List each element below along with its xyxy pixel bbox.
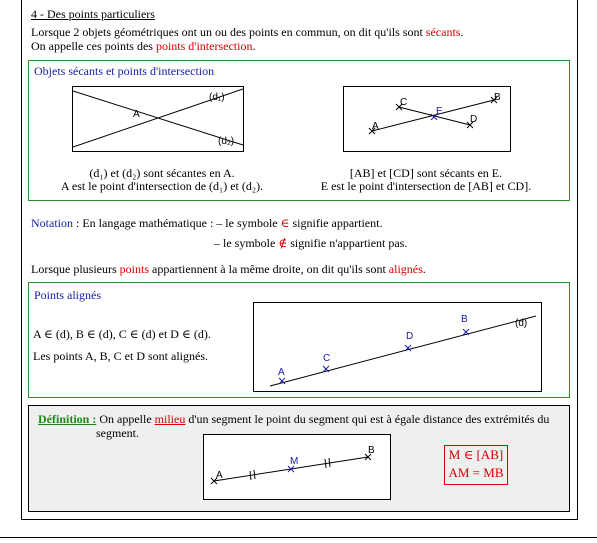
label-d1: (d₁)	[209, 92, 225, 103]
aligned-points-svg	[254, 303, 541, 391]
label-M: M	[290, 456, 299, 467]
caption-secant-segments: [AB] et [CD] sont sécants en E. E est le point d'intersection de [AB] et CD].	[320, 166, 532, 193]
secants-term: sécants	[425, 25, 461, 39]
label-E: E	[436, 106, 443, 117]
notation-line-2: – le symbole ∉ signifie n'appartient pas.	[214, 236, 408, 250]
symbol-belongs: ∈	[280, 216, 290, 230]
midpoint-formula	[444, 445, 508, 485]
line-d	[270, 316, 536, 386]
label-d2: (d₂)	[218, 136, 235, 147]
midpoint-svg	[204, 435, 390, 499]
label-A: A	[216, 470, 223, 481]
figure-secant-lines	[72, 86, 244, 152]
figure-aligned-points	[253, 302, 542, 392]
label-B: B	[461, 314, 468, 325]
label-D: D	[470, 114, 478, 125]
aligned-term: alignés	[388, 262, 423, 276]
definition-line-1: Définition : On appelle milieu d'un segment le point du segment qui est à égale distance des extrémités du	[38, 412, 550, 426]
bottom-rule	[0, 537, 597, 538]
label-d: (d)	[515, 318, 528, 329]
aligned-box-title: Points alignés	[34, 288, 102, 302]
notation-line-1: Notation : En langage mathématique : – le symbole ∈ signifie appartient.	[31, 216, 383, 230]
aligned-statement: Les points A, B, C et D sont alignés.	[33, 349, 208, 363]
label-C: C	[400, 97, 408, 108]
formula-equality: AM = MB	[448, 465, 504, 480]
milieu-term: milieu	[154, 412, 186, 426]
definition-term: Définition :	[38, 412, 97, 426]
label-B: B	[494, 92, 501, 103]
label-A: A	[278, 367, 285, 378]
secant-lines-svg	[73, 87, 243, 151]
caption-secant-lines: (d₁) et (d₂) sont sécantes en A. A est le point d'intersection de (d₁) et (d₂).	[60, 166, 264, 193]
label-C: C	[323, 353, 331, 364]
intersection-box-title: Objets sécants et points d'intersection	[34, 64, 215, 78]
aligned-membership: A ∈ (d), B ∈ (d), C ∈ (d) et D ∈ (d).	[33, 327, 211, 341]
intersection-term: points d'intersection	[155, 39, 253, 53]
points-term: points	[119, 262, 149, 276]
intro-line-2: On appelle ces points des points d'intersection.	[31, 39, 256, 53]
label-A: A	[372, 121, 379, 132]
label-B: B	[368, 445, 375, 456]
figure-secant-segments	[343, 86, 511, 152]
symbol-not-belongs: ∉	[278, 236, 288, 250]
label-A: A	[133, 109, 140, 120]
aligned-intro: Lorsque plusieurs points appartiennent à la même droite, on dit qu'ils sont alignés.	[31, 262, 426, 276]
definition-line-2: segment.	[96, 426, 139, 440]
intro-line-1: Lorsque 2 objets géométriques ont un ou des points en commun, on dit qu'ils sont sécants.	[31, 25, 464, 39]
formula-membership: M ∈ [AB]	[448, 447, 504, 462]
figure-midpoint	[203, 434, 391, 500]
label-D: D	[406, 331, 414, 342]
secant-segments-svg	[344, 87, 510, 151]
section-title: 4 - Des points particuliers	[31, 7, 155, 21]
notation-label: Notation	[31, 216, 73, 230]
